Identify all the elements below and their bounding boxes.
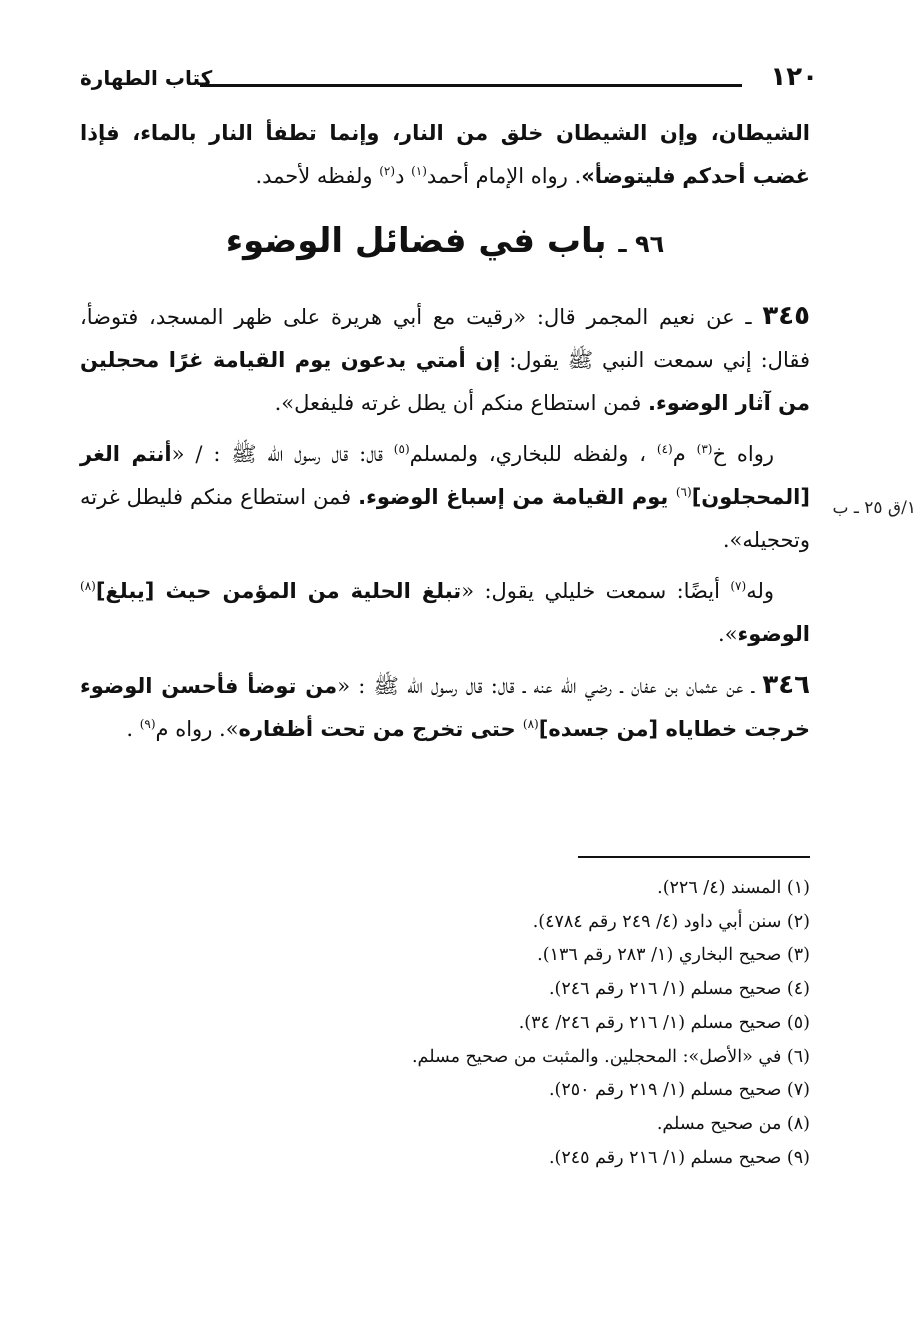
addition-text-b: أيضًا: سمعت خليلي يقول: « bbox=[461, 579, 731, 603]
header-rule bbox=[200, 84, 742, 87]
footnote-3: (٣) صحيح البخاري (١/ ٢٨٣ رقم ١٣٦). bbox=[537, 945, 810, 966]
narration-text-a: رواه خ bbox=[712, 442, 775, 466]
narration-bold-1: أنتم الغر [المحجلون] bbox=[80, 442, 810, 509]
hadith-345-narration bbox=[80, 433, 810, 562]
footnote-ref-7: (٧) bbox=[730, 579, 747, 593]
footnote-2: (٢) سنن أبي داود (٤/ ٢٤٩ رقم ٤٧٨٤). bbox=[532, 911, 810, 932]
hadith-346-bold-1: من توضأ فأحسن الوضوء خرجت خطاياه [من جسده] bbox=[80, 674, 810, 741]
intro-end: ولفظه لأحمد. bbox=[255, 164, 380, 188]
chapter-title: باب في فضائل الوضوء bbox=[225, 221, 619, 261]
footnote-ref-8b: (٨) bbox=[522, 717, 539, 731]
footnote-ref-8a: (٨) bbox=[80, 579, 96, 593]
hadith-346-text-b: ». رواه م bbox=[155, 717, 239, 741]
intro-bold-word: فليتوضأ» bbox=[581, 164, 676, 188]
footnote-ref-1: (١) bbox=[411, 164, 427, 178]
addition-text-a: وله bbox=[746, 579, 774, 603]
footnote-7: (٧) صحيح مسلم (١/ ٢١٩ رقم ٢٥٠). bbox=[548, 1080, 810, 1101]
page-number: ١٢٠ bbox=[770, 62, 818, 92]
hadith-346-text-c: . bbox=[126, 717, 140, 741]
footnote-separator bbox=[578, 856, 810, 858]
hadith-number-345: ٣٤٥ bbox=[762, 301, 810, 331]
footnote-6: (٦) في «الأصل»: المحجلين. والمثبت من صحيح مسلم. bbox=[411, 1046, 810, 1067]
footnote-ref-5: (٥) bbox=[393, 442, 410, 456]
narration-text-c: ، ولفظه للبخاري، ولمسلم bbox=[409, 442, 657, 466]
hadith-345-paragraph bbox=[80, 295, 810, 425]
footnote-9: (٩) صحيح مسلم (١/ ٢١٦ رقم ٢٤٥). bbox=[548, 1147, 810, 1168]
hadith-number-346: ٣٤٦ bbox=[762, 670, 810, 700]
main-text bbox=[80, 112, 810, 759]
narration-text-e: فمن استطاع منكم فليطل غرته وتحجيله». bbox=[80, 485, 810, 552]
page-header bbox=[80, 62, 818, 102]
footnotes bbox=[90, 872, 810, 1175]
hadith-346-paragraph bbox=[80, 664, 810, 751]
footnote-5: (٥) صحيح مسلم (١/ ٢١٦ رقم ٢٤٦/ ٣٤). bbox=[518, 1012, 810, 1033]
footnote-8: (٨) من صحيح مسلم. bbox=[656, 1113, 810, 1134]
addition-bold-2: الوضوء bbox=[737, 622, 810, 646]
footnote-ref-6: (٦) bbox=[675, 485, 692, 499]
addition-text-c: ». bbox=[718, 622, 738, 646]
footnote-ref-2: (٢) bbox=[379, 164, 396, 178]
narration-text-d: قال: قال رسول الله ﷺ : / « bbox=[171, 442, 394, 466]
running-title: كتاب الطهارة bbox=[80, 66, 213, 90]
addition-bold-1: تبلغ الحلية من المؤمن حيث [يبلغ] bbox=[95, 579, 462, 603]
narration-bold-2: يوم القيامة من إسباغ الوضوء. bbox=[358, 485, 676, 509]
intro-text: . رواه الإمام أحمد bbox=[426, 164, 582, 188]
footnote-ref-3: (٣) bbox=[696, 442, 713, 456]
hadith-346-bold-2: حتى تخرج من تحت أظفاره bbox=[238, 717, 523, 741]
hadith-345-text-a: ـ عن نعيم المجمر قال: «رقيت مع أبي هريرة على ظهر المسجد، فتوضأ، فقال: إني سمعت النبي ﷺ يقول: bbox=[80, 305, 811, 372]
hadith-345-bold: إن أمتي يدعون يوم القيامة غرًا محجلين من آثار الوضوء. bbox=[80, 348, 810, 415]
hadith-346-text-a: ـ عن عثمان بن عفان ـ رضي الله عنه ـ قال: قال رسول الله ﷺ : « bbox=[337, 674, 763, 698]
hadith-345-addition bbox=[80, 570, 810, 656]
hadith-345-text-b: فمن استطاع منكم أن يطل غرته فليفعل». bbox=[274, 391, 648, 415]
footnote-ref-4: (٤) bbox=[656, 442, 673, 456]
intro-abbr: د bbox=[395, 164, 412, 188]
footnote-4: (٤) صحيح مسلم (١/ ٢١٦ رقم ٢٤٦). bbox=[548, 979, 810, 1000]
footnote-1: (١) المسند (٤/ ٢٢٦). bbox=[657, 878, 810, 898]
chapter-number: ٩٦ ـ bbox=[618, 230, 665, 258]
intro-line-1: الشيطان، وإن الشيطان خلق من النار، وإنما تطفأ النار بالماء، فإذا غضب أحدكم bbox=[80, 121, 810, 188]
footnote-ref-9: (٩) bbox=[139, 717, 156, 731]
chapter-heading bbox=[80, 216, 810, 269]
narration-text-b: م bbox=[672, 442, 697, 466]
intro-paragraph bbox=[80, 112, 810, 198]
manuscript-margin-note: ١/ق ٢٥ ـ ب bbox=[832, 498, 916, 518]
